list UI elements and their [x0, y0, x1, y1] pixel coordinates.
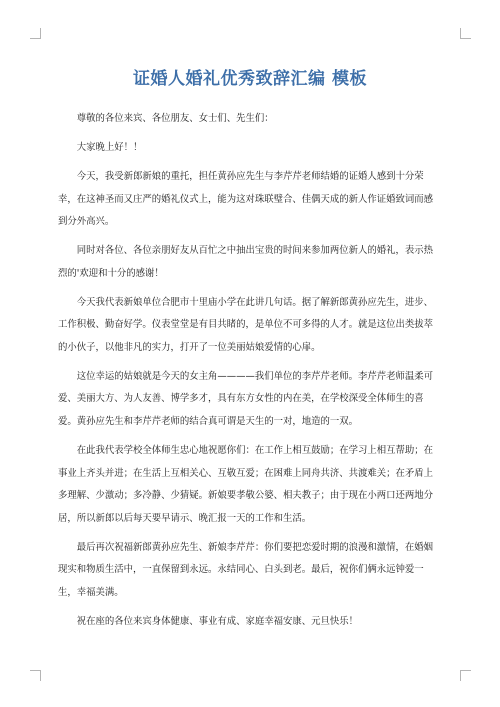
paragraph-groom: 今天我代表新娘单位合肥市十里庙小学在此讲几句话。据了解新郎黄孙应先生，进步、工作积极、勤奋好学。仪表堂堂是有目共睹的，是单位不可多得的人才。就是这位出类拔萃的小伙子，以他非凡的实力，打开了一位美丽姑娘爱情的心扉。 — [58, 296, 434, 353]
document-body — [58, 108, 440, 640]
crop-mark-top-left — [30, 28, 41, 39]
paragraph-greeting: 尊敬的各位来宾、各位朋友、女士们、先生们： — [76, 113, 274, 124]
paragraph-evening: 大家晚上好！！ — [76, 141, 143, 153]
paragraph-honor: 今天，我受新郎新娘的重托，担任黄孙应先生与李芹芹老师结婚的证婚人感到十分荣幸，在这神圣而又庄严的婚礼仪式上，能为这对珠联璧合、佳偶天成的新人作证婚致词而感到分外高兴。 — [58, 170, 434, 228]
paragraph-thanks: 同时对各位、各位亲朋好友从百忙之中抽出宝贵的时间来参加两位新人的婚礼，表示热烈的'欢迎和十分的感谢！ — [58, 245, 434, 279]
crop-mark-top-right — [460, 28, 471, 39]
document-title: 证婚人婚礼优秀致辞汇编 模板 — [133, 69, 367, 89]
paragraph-closing: 祝在座的各位来宾身体健康、事业有成、家庭幸福安康、元旦快乐！ — [76, 616, 359, 627]
paragraph-bride: 这位幸运的姑娘就是今天的女主角————我们单位的李芹芹老师。李芹芹老师温柔可爱、美丽大方、为人友善、博学多才，具有东方女性的内在美，在学校深受全体师生的喜爱。黄孙应先生和李芹芹老师的结合真可谓是天生的一对，地造的一双。 — [58, 370, 434, 428]
paragraph-wishes: 在此我代表学校全体师生忠心地祝愿你们：在工作上相互鼓励；在学习上相互帮助；在事业上齐头并进；在生活上互相关心、互敬互爱；在困难上同舟共济、共渡难关；在矛盾上多理解、少激动；多冷静、少猜疑。新娘要孝敬公婆、相夫教子；由于现在小两口还两地分居，所以新郎以后每天要早请示、晚汇报一天的工作和生活。 — [58, 445, 434, 524]
crop-mark-bottom-left — [30, 670, 41, 681]
crop-mark-bottom-right — [460, 670, 471, 681]
paragraph-blessing: 最后再次祝福新郎黄孙应先生、新娘李芹芹：你们要把恋爱时期的浪漫和激情，在婚姻现实和物质生活中，一直保留到永远。永结同心、白头到老。最后，祝你们俩永远钟爱一生，幸福美满。 — [58, 541, 434, 599]
